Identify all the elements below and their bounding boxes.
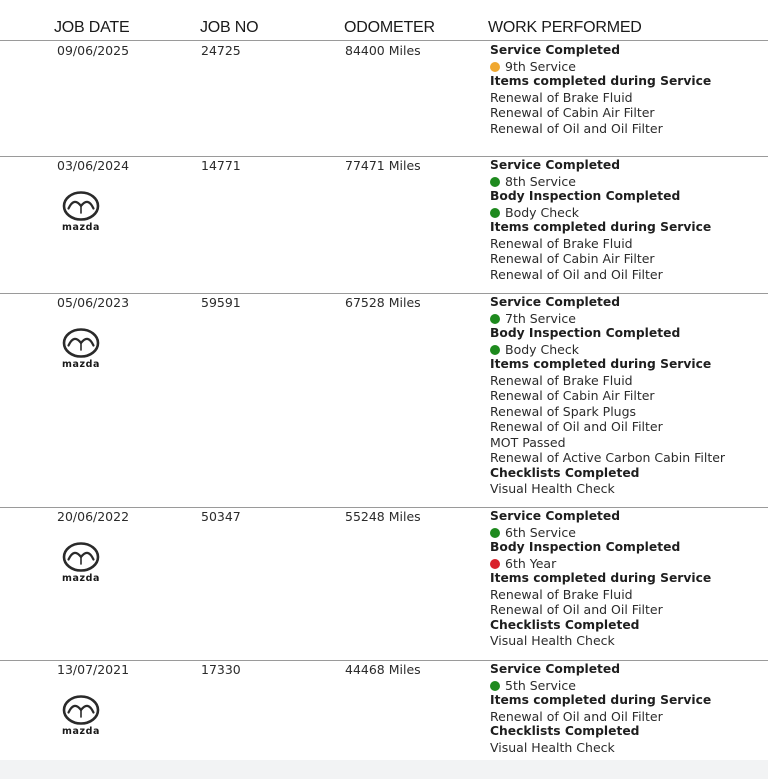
- odometer-cell: 77471 Miles: [345, 158, 421, 173]
- odometer-cell: 44468 Miles: [345, 662, 421, 677]
- work-performed-cell: [490, 43, 711, 136]
- odometer-cell: 84400 Miles: [345, 43, 421, 58]
- green-status-dot-icon: [490, 345, 500, 355]
- service-status-item: [490, 525, 711, 541]
- work-item: [490, 419, 725, 435]
- work-item-text: Visual Health Check: [490, 481, 615, 496]
- service-status-item: [490, 205, 711, 221]
- work-section-heading: [490, 662, 711, 678]
- work-item-text: Items completed during Service: [490, 571, 712, 585]
- work-section-heading: [490, 295, 725, 311]
- header-job-date: JOB DATE: [54, 19, 130, 36]
- work-item-text: Items completed during Service: [490, 357, 712, 371]
- work-section-heading: [490, 74, 711, 90]
- work-item-text: 6th Year: [505, 555, 557, 571]
- job-date-cell: 05/06/2023: [57, 295, 130, 310]
- job-date-cell: 13/07/2021: [57, 662, 130, 677]
- job-no-cell: 17330: [201, 662, 241, 677]
- work-section-heading: [490, 724, 711, 740]
- mazda-wordmark: mazda: [61, 222, 101, 233]
- service-status-item: [490, 556, 711, 572]
- work-item-text: Service Completed: [490, 158, 621, 172]
- work-item-text: Visual Health Check: [490, 633, 615, 648]
- mazda-logo: [57, 328, 105, 372]
- work-item: [490, 481, 725, 497]
- mazda-emblem-icon: [62, 542, 100, 572]
- work-item: [490, 404, 725, 420]
- work-item-text: Renewal of Cabin Air Filter: [490, 388, 655, 403]
- work-item-text: 8th Service: [505, 173, 576, 189]
- work-item-text: Renewal of Oil and Oil Filter: [490, 266, 663, 282]
- mazda-logo: [57, 542, 105, 586]
- table-row: [0, 660, 768, 761]
- service-status-item: [490, 311, 725, 327]
- work-item-text: Renewal of Brake Fluid: [490, 235, 633, 251]
- work-item-text: Body Inspection Completed: [490, 540, 681, 554]
- work-item-text: 6th Service: [505, 524, 576, 540]
- work-item-text: Checklists Completed: [490, 617, 640, 632]
- green-status-dot-icon: [490, 208, 500, 218]
- work-item-text: Renewal of Oil and Oil Filter: [490, 708, 663, 724]
- work-item-text: Service Completed: [490, 509, 621, 523]
- work-section-heading: [490, 509, 711, 525]
- work-item: [490, 740, 711, 756]
- work-section-heading: [490, 540, 711, 556]
- odometer-cell: 67528 Miles: [345, 295, 421, 310]
- work-performed-cell: [490, 662, 711, 755]
- mazda-logo: [57, 191, 105, 235]
- job-no-cell: 59591: [201, 295, 241, 310]
- work-item-text: Body Check: [505, 341, 579, 357]
- work-section-heading: [490, 466, 725, 482]
- table-row: [0, 41, 768, 157]
- work-item-text: Renewal of Oil and Oil Filter: [490, 120, 663, 136]
- job-no-cell: 24725: [201, 43, 241, 58]
- work-item: [490, 251, 711, 267]
- work-item: [490, 602, 711, 618]
- work-section-heading: [490, 43, 711, 59]
- green-status-dot-icon: [490, 314, 500, 324]
- work-item: [490, 587, 711, 603]
- work-item-text: Checklists Completed: [490, 465, 640, 480]
- job-date-cell: 20/06/2022: [57, 509, 130, 524]
- mazda-emblem-icon: [62, 695, 100, 725]
- work-section-heading: [490, 693, 711, 709]
- table-row: [0, 507, 768, 661]
- mazda-wordmark: mazda: [61, 359, 101, 370]
- work-item-text: Renewal of Oil and Oil Filter: [490, 419, 663, 434]
- header-job-no: JOB NO: [200, 19, 259, 36]
- green-status-dot-icon: [490, 528, 500, 538]
- work-item-text: Renewal of Active Carbon Cabin Filter: [490, 450, 726, 465]
- work-item: [490, 236, 711, 252]
- work-item-text: Service Completed: [490, 662, 621, 676]
- work-item-text: Renewal of Oil and Oil Filter: [490, 602, 663, 617]
- work-item: [490, 709, 711, 725]
- work-item: [490, 90, 711, 106]
- mazda-emblem-icon: [62, 328, 100, 358]
- work-item: [490, 388, 725, 404]
- mazda-emblem-icon: [62, 191, 100, 221]
- work-item-text: Body Check: [505, 204, 579, 220]
- work-item-text: Renewal of Cabin Air Filter: [490, 105, 655, 120]
- work-section-heading: [490, 357, 725, 373]
- work-item: [490, 267, 711, 283]
- work-item-text: Visual Health Check: [490, 739, 615, 755]
- work-performed-cell: [490, 158, 711, 282]
- work-item-text: MOT Passed: [490, 434, 566, 450]
- service-status-item: [490, 59, 711, 75]
- work-section-heading: [490, 158, 711, 174]
- work-item-text: 9th Service: [505, 58, 576, 74]
- job-no-cell: 50347: [201, 509, 241, 524]
- work-item-text: Body Inspection Completed: [490, 189, 681, 203]
- job-date-cell: 09/06/2025: [57, 43, 130, 58]
- header-odometer: ODOMETER: [344, 19, 435, 36]
- work-item-text: Items completed during Service: [490, 74, 712, 88]
- work-item-text: Service Completed: [490, 43, 621, 57]
- amber-status-dot-icon: [490, 62, 500, 72]
- job-date-cell: 03/06/2024: [57, 158, 130, 173]
- work-item: [490, 105, 711, 121]
- page-footer-band: [0, 760, 768, 779]
- service-status-item: [490, 342, 725, 358]
- work-item-text: Checklists Completed: [490, 724, 640, 738]
- service-status-item: [490, 678, 711, 694]
- work-item-text: Body Inspection Completed: [490, 326, 681, 340]
- table-header: [0, 0, 768, 41]
- work-item: [490, 435, 725, 451]
- work-section-heading: [490, 326, 725, 342]
- mazda-wordmark: mazda: [61, 726, 101, 737]
- odometer-cell: 55248 Miles: [345, 509, 421, 524]
- work-item-text: Renewal of Brake Fluid: [490, 89, 633, 105]
- work-section-heading: [490, 618, 711, 634]
- work-item-text: Renewal of Spark Plugs: [490, 403, 637, 419]
- green-status-dot-icon: [490, 681, 500, 691]
- work-item: [490, 121, 711, 137]
- work-performed-cell: [490, 295, 725, 497]
- work-performed-cell: [490, 509, 711, 649]
- work-item-text: 5th Service: [505, 677, 576, 693]
- work-item: [490, 633, 711, 649]
- green-status-dot-icon: [490, 177, 500, 187]
- work-item: [490, 373, 725, 389]
- work-section-heading: [490, 189, 711, 205]
- work-item-text: Renewal of Brake Fluid: [490, 372, 633, 388]
- work-item-text: Renewal of Cabin Air Filter: [490, 251, 655, 266]
- table-row: [0, 156, 768, 294]
- mazda-wordmark: mazda: [61, 573, 101, 584]
- work-item-text: Service Completed: [490, 295, 621, 309]
- red-status-dot-icon: [490, 559, 500, 569]
- work-item-text: Renewal of Brake Fluid: [490, 586, 633, 602]
- work-item-text: Items completed during Service: [490, 220, 712, 234]
- work-section-heading: [490, 571, 711, 587]
- work-section-heading: [490, 220, 711, 236]
- work-item-text: Items completed during Service: [490, 693, 712, 707]
- job-no-cell: 14771: [201, 158, 241, 173]
- work-item: [490, 450, 725, 466]
- service-status-item: [490, 174, 711, 190]
- mazda-logo: [57, 695, 105, 739]
- header-work-performed: WORK PERFORMED: [488, 19, 642, 36]
- work-item-text: 7th Service: [505, 310, 576, 326]
- table-row: [0, 293, 768, 508]
